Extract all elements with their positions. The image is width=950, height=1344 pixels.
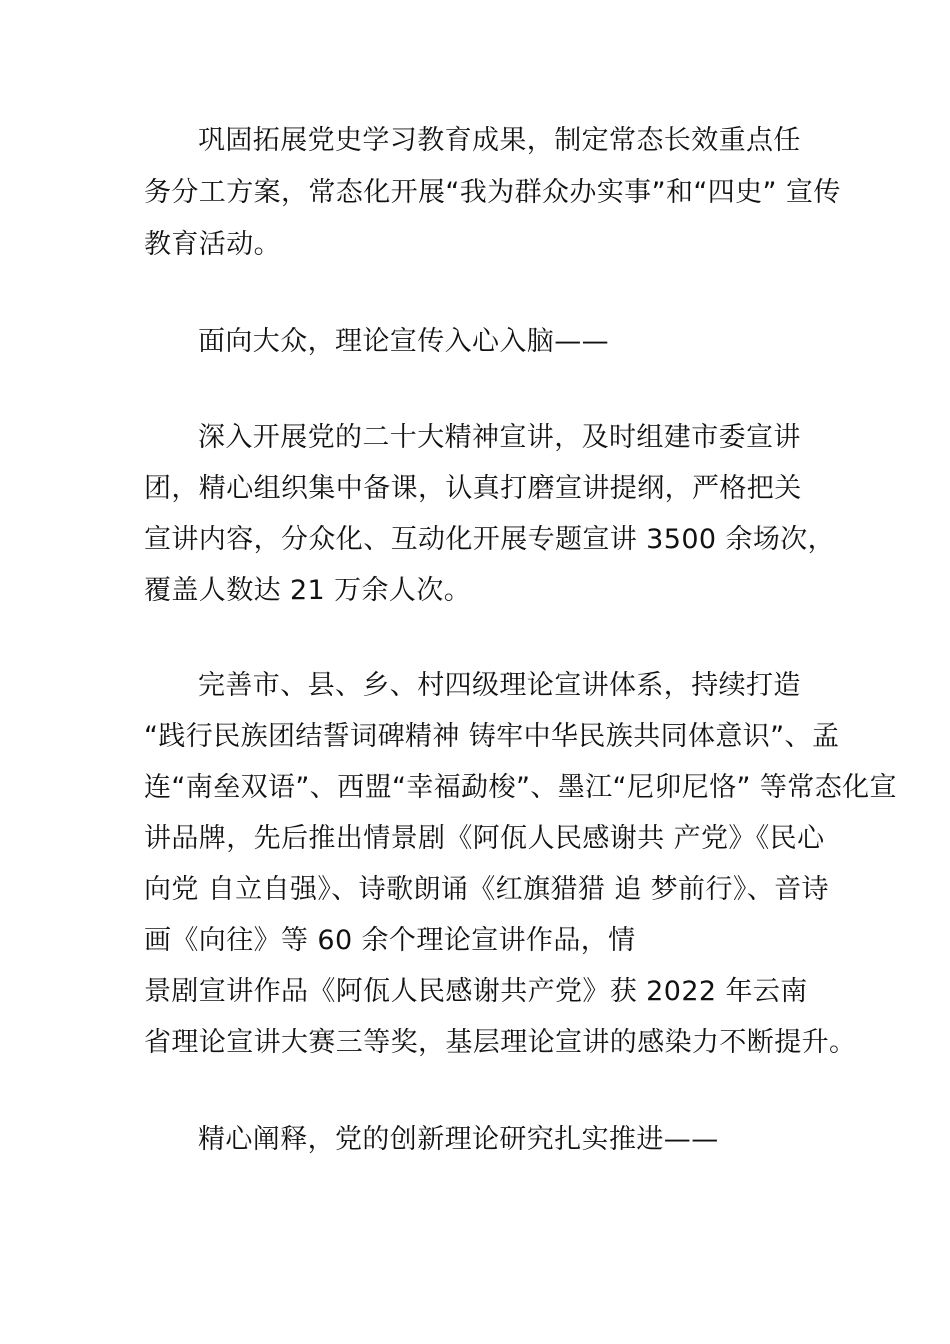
section-heading-line: 面向大众，理论宣传入心入脑—— bbox=[198, 326, 609, 357]
paragraph-line: 团，精心组织集中备课，认真打磨宣讲提纲，严格把关 bbox=[144, 473, 802, 504]
paragraph-line: 景剧宣讲作品《阿佤人民感谢共产党》获 2022 年云南 bbox=[144, 976, 808, 1007]
paragraph-line: 深入开展党的二十大精神宣讲，及时组建市委宣讲 bbox=[198, 422, 801, 453]
paragraph-line: 巩固拓展党史学习教育成果，制定常态长效重点任 bbox=[198, 125, 801, 156]
paragraph-line: 省理论宣讲大赛三等奖，基层理论宣讲的感染力不断提升。 bbox=[144, 1027, 857, 1058]
section-heading-line: 精心阐释，党的创新理论研究扎实推进—— bbox=[198, 1124, 719, 1155]
paragraph-line: 覆盖人数达 21 万余人次。 bbox=[144, 575, 472, 606]
paragraph-line: 完善市、县、乡、村四级理论宣讲体系，持续打造 bbox=[198, 670, 801, 701]
paragraph-line: “践行民族团结誓词碑精神 铸牢中华民族共同体意识”、孟 bbox=[144, 721, 840, 752]
paragraph-line: 讲品牌，先后推出情景剧《阿佤人民感谢共 产党》《民心 bbox=[144, 823, 825, 854]
paragraph-line: 画《向往》等 60 余个理论宣讲作品，情 bbox=[144, 925, 636, 956]
paragraph-line: 向党 自立自强》、诗歌朗诵《红旗猎猎 追 梦前行》、音诗 bbox=[144, 874, 829, 905]
paragraph-line: 连“南垒双语”、西盟“幸福勐梭”、墨江“尼卯尼恪” 等常态化宣 bbox=[144, 772, 897, 803]
paragraph-line: 教育活动。 bbox=[144, 229, 281, 260]
paragraph-line: 务分工方案，常态化开展“我为群众办实事”和“四史” 宣传 bbox=[144, 177, 841, 208]
paragraph-line: 宣讲内容，分众化、互动化开展专题宣讲 3500 余场次， bbox=[144, 524, 836, 555]
